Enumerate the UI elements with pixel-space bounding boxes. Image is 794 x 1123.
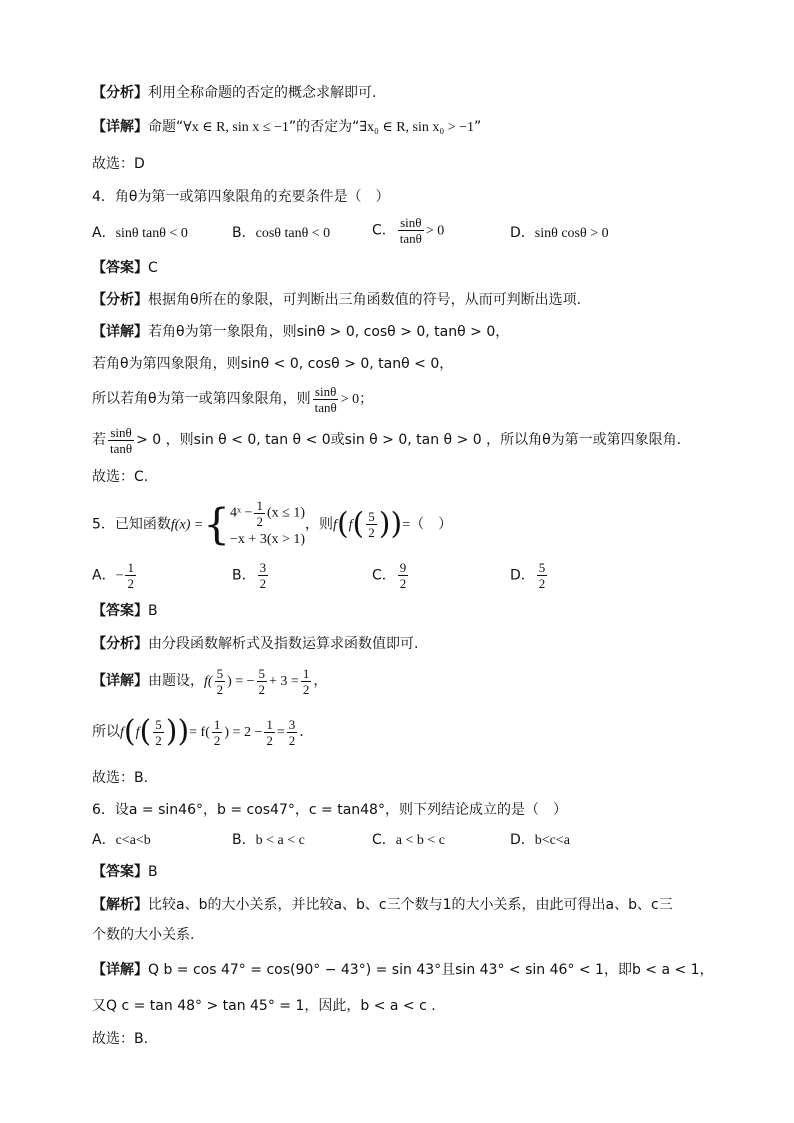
fraction-denominator: 2 <box>302 681 310 697</box>
q4-option-c-fraction <box>398 215 424 246</box>
q6-option-b <box>232 830 305 851</box>
option-fraction <box>125 560 136 591</box>
analysis-tag: 【分析】 <box>92 85 148 101</box>
analysis-text: 比较a、b的大小关系，并比较a、b、c三个数与1的大小关系，由此可得出a、b、c三 <box>148 897 673 913</box>
option-sign: − <box>115 568 124 584</box>
detail-pre: 所以若角θ为第一或第四象限角，则 <box>92 391 311 407</box>
q5-selection: 故选：B. <box>92 770 149 786</box>
option-text: c<a<b <box>115 833 151 848</box>
fraction-denominator: tanθ <box>399 231 422 246</box>
q5-case-1 <box>230 498 305 529</box>
detail-line <box>92 117 481 138</box>
fraction-denominator: 2 <box>258 681 266 697</box>
option-label: B． <box>232 832 256 848</box>
detail-eq2: = <box>276 725 285 740</box>
fraction-numerator: 5 <box>538 560 546 575</box>
detail-mid: ) = 2 − <box>224 725 263 740</box>
right-paren-icon: ) <box>177 714 190 749</box>
q5-option-d <box>510 560 549 591</box>
q4-option-b <box>232 223 330 244</box>
q5-stem-pre: 5．已知函数 <box>92 516 171 533</box>
detail-fraction <box>215 666 226 697</box>
option-label: A． <box>92 567 116 584</box>
detail-post: ， <box>313 673 328 689</box>
detail-mid2: + 3 = <box>269 674 299 689</box>
option-fraction <box>537 560 548 591</box>
q4-detail-3-fraction <box>313 384 339 415</box>
right-paren-icon: ) <box>378 506 391 542</box>
right-paren-icon: ) <box>390 506 403 542</box>
q5-option-a <box>92 560 138 591</box>
fraction-denominator: 2 <box>256 514 263 529</box>
fraction-numerator: 5 <box>368 509 375 524</box>
option-fraction <box>258 560 269 591</box>
q4-analysis <box>92 290 581 310</box>
option-text: b<c<a <box>534 833 570 848</box>
q4-option-b-text: cosθ tanθ < 0 <box>255 226 331 241</box>
q4-detail-1 <box>92 322 509 342</box>
detail-post: > 0； <box>340 392 374 407</box>
answer-tag: 【答案】 <box>92 864 148 880</box>
option-label: B． <box>232 567 256 584</box>
q4-option-a-label: A． <box>92 225 116 241</box>
detail-fraction <box>212 717 223 748</box>
case1-domain: (x ≤ 1) <box>266 505 305 521</box>
option-label: C． <box>372 567 396 584</box>
detail-fraction <box>287 717 298 748</box>
left-brace-icon: { <box>203 499 231 549</box>
fraction-numerator: 5 <box>155 716 162 732</box>
fraction-denominator: 2 <box>155 732 162 748</box>
fraction-denominator: 2 <box>127 576 134 591</box>
q6-detail-2: 又Q c = tan 48° > tan 45° = 1，因此，b < a < c . <box>92 998 436 1014</box>
q5-piecewise <box>230 498 305 551</box>
detail-fraction <box>257 666 268 697</box>
choice-line: 故选：D <box>92 156 145 172</box>
q4-option-a <box>92 223 188 244</box>
detail-tag: 【详解】 <box>92 324 148 340</box>
q5-detail-1 <box>92 664 327 699</box>
detail-post: > 0 ，则sin θ < 0, tan θ < 0或sin θ > 0, tan θ > 0 ，所以角θ为第一或第四象限角. <box>136 432 682 448</box>
fraction-numerator: 1 <box>302 665 310 681</box>
answer-value: B <box>148 603 158 619</box>
fraction-denominator: tanθ <box>314 399 337 415</box>
option-label: A． <box>92 832 116 848</box>
detail-post: ” <box>474 119 482 135</box>
right-paren-icon: ) <box>165 714 178 749</box>
detail-post: . <box>299 724 304 740</box>
fraction-numerator: 1 <box>266 716 273 732</box>
q5-option-c <box>372 560 410 591</box>
fraction-numerator: 3 <box>288 716 296 732</box>
option-fraction <box>398 560 409 591</box>
q4-option-d-text: sinθ cosθ > 0 <box>534 226 609 241</box>
detail-fraction <box>153 717 164 748</box>
fraction-denominator: tanθ <box>110 440 133 456</box>
q6-answer <box>92 862 158 882</box>
detail-f: f( <box>204 674 213 689</box>
q4-option-d-label: D． <box>510 225 535 241</box>
fraction-denominator: 2 <box>266 732 273 748</box>
q5-case-2: −x + 3(x > 1) <box>230 532 306 547</box>
option-label: D． <box>510 832 535 848</box>
detail-expr2: ∃x₀ ∈ R, sin x₀ > −1 <box>359 120 475 135</box>
q6-option-d <box>510 830 570 851</box>
q4-detail-4-fraction <box>108 425 134 456</box>
option-text: a < b < c <box>395 833 445 848</box>
q5-stem-post: =（ ） <box>402 517 453 533</box>
analysis-line <box>92 83 376 103</box>
q6-detail-1 <box>92 960 714 980</box>
case1-fraction <box>254 498 265 529</box>
analysis-text: 利用全称命题的否定的概念求解即可. <box>148 85 377 101</box>
left-paren-icon: ( <box>139 714 152 749</box>
fraction-numerator: 1 <box>213 716 221 732</box>
q6-stem: 6．设a = sin46°，b = cos47°，c = tan48°，则下列结论成立的是（ ） <box>92 802 567 818</box>
fraction-denominator: 2 <box>288 732 296 748</box>
fraction-denominator: 2 <box>399 576 407 591</box>
detail-text: Q b = cos 47° = cos(90° − 43°) = sin 43°且sin 43° < sin 46° < 1，即b < a < 1， <box>148 962 714 978</box>
fraction-denominator: 2 <box>368 525 375 540</box>
q5-inner-f: f <box>348 517 353 533</box>
q6-option-c <box>372 830 445 851</box>
q4-option-c <box>372 215 444 246</box>
left-paren-icon: ( <box>336 506 349 542</box>
fraction-denominator: 2 <box>538 576 546 591</box>
fraction-numerator: 3 <box>259 560 267 575</box>
answer-value: B <box>148 864 158 880</box>
detail-pre: 所以 <box>92 724 120 740</box>
analysis-text: 根据角θ所在的象限，可判断出三角函数值的符号，从而可判断出选项. <box>148 292 582 308</box>
q4-option-b-label: B． <box>232 225 256 241</box>
detail-inner-f: f <box>135 725 140 740</box>
detail-pre: 命题“ <box>148 119 184 135</box>
analysis-text: 由分段函数解析式及指数运算求函数值即可. <box>148 636 419 652</box>
q4-option-a-text: sinθ tanθ < 0 <box>115 226 188 241</box>
q5-stem-fraction <box>366 509 377 540</box>
left-paren-icon: ( <box>352 506 365 542</box>
fraction-numerator: sinθ <box>400 215 422 230</box>
q5-outer-f: f <box>333 517 337 533</box>
q4-option-c-label: C． <box>372 222 396 239</box>
q5-stem <box>92 498 452 551</box>
q5-stem-mid: ，则 <box>305 516 334 533</box>
option-label: D． <box>510 567 535 584</box>
answer-tag: 【答案】 <box>92 260 148 276</box>
detail-tag: 【详解】 <box>92 673 148 689</box>
q6-analysis-1 <box>92 895 673 915</box>
analysis-tag: 【分析】 <box>92 292 148 308</box>
q5-answer <box>92 601 158 621</box>
fraction-numerator: sinθ <box>110 424 132 440</box>
detail-outer-f: f <box>120 725 124 740</box>
fraction-numerator: 9 <box>399 560 407 575</box>
q4-detail-3 <box>92 382 373 417</box>
fraction-denominator: 2 <box>259 576 267 591</box>
detail-eq: = f( <box>189 725 210 740</box>
fraction-numerator: 5 <box>216 665 224 681</box>
q4-detail-4 <box>92 423 681 457</box>
detail-mid: ) = − <box>227 674 255 689</box>
fraction-numerator: sinθ <box>314 383 337 399</box>
analysis-tag: 【分析】 <box>92 636 148 652</box>
q6-analysis-2: 个数的大小关系. <box>92 927 195 943</box>
detail-fraction <box>301 666 312 697</box>
q5-option-b <box>232 560 270 591</box>
detail-tag: 【详解】 <box>92 962 148 978</box>
answer-tag: 【答案】 <box>92 603 148 619</box>
q4-answer <box>92 258 158 278</box>
q4-stem: 4．角θ为第一或第四象限角的充要条件是（ ） <box>92 189 390 205</box>
detail-pre: 由题设， <box>148 673 204 689</box>
q4-detail-2: 若角θ为第四象限角，则sinθ < 0, cosθ > 0, tanθ < 0， <box>92 356 454 372</box>
q4-option-c-tail: > 0 <box>425 223 445 239</box>
q4-option-d <box>510 223 609 244</box>
option-text: b < a < c <box>255 833 305 848</box>
answer-value: C <box>148 260 158 276</box>
fraction-numerator: 1 <box>256 498 263 513</box>
left-paren-icon: ( <box>123 714 136 749</box>
option-label: C． <box>372 832 396 848</box>
q6-option-a <box>92 830 151 851</box>
fraction-denominator: 2 <box>213 732 221 748</box>
case1-expr: 4ˣ − <box>230 505 253 521</box>
detail-tag: 【详解】 <box>92 119 148 135</box>
q4-selection: 故选：C. <box>92 469 149 485</box>
q5-function-name: f(x) = <box>170 517 204 533</box>
q5-detail-2 <box>92 712 304 753</box>
fraction-numerator: 5 <box>258 665 266 681</box>
detail-expr1: ∀x ∈ R, sin x ≤ −1 <box>183 120 289 135</box>
detail-mid: ”的否定为“ <box>288 119 360 135</box>
fraction-denominator: 2 <box>216 681 224 697</box>
q5-analysis <box>92 634 418 654</box>
detail-text: 若角θ为第一象限角，则sinθ > 0, cosθ > 0, tanθ > 0， <box>148 324 510 340</box>
fraction-numerator: 1 <box>127 560 134 575</box>
detail-fraction <box>264 717 275 748</box>
analysis-tag: 【解析】 <box>92 897 148 913</box>
detail-pre: 若 <box>92 432 106 448</box>
q6-selection: 故选：B. <box>92 1031 149 1047</box>
